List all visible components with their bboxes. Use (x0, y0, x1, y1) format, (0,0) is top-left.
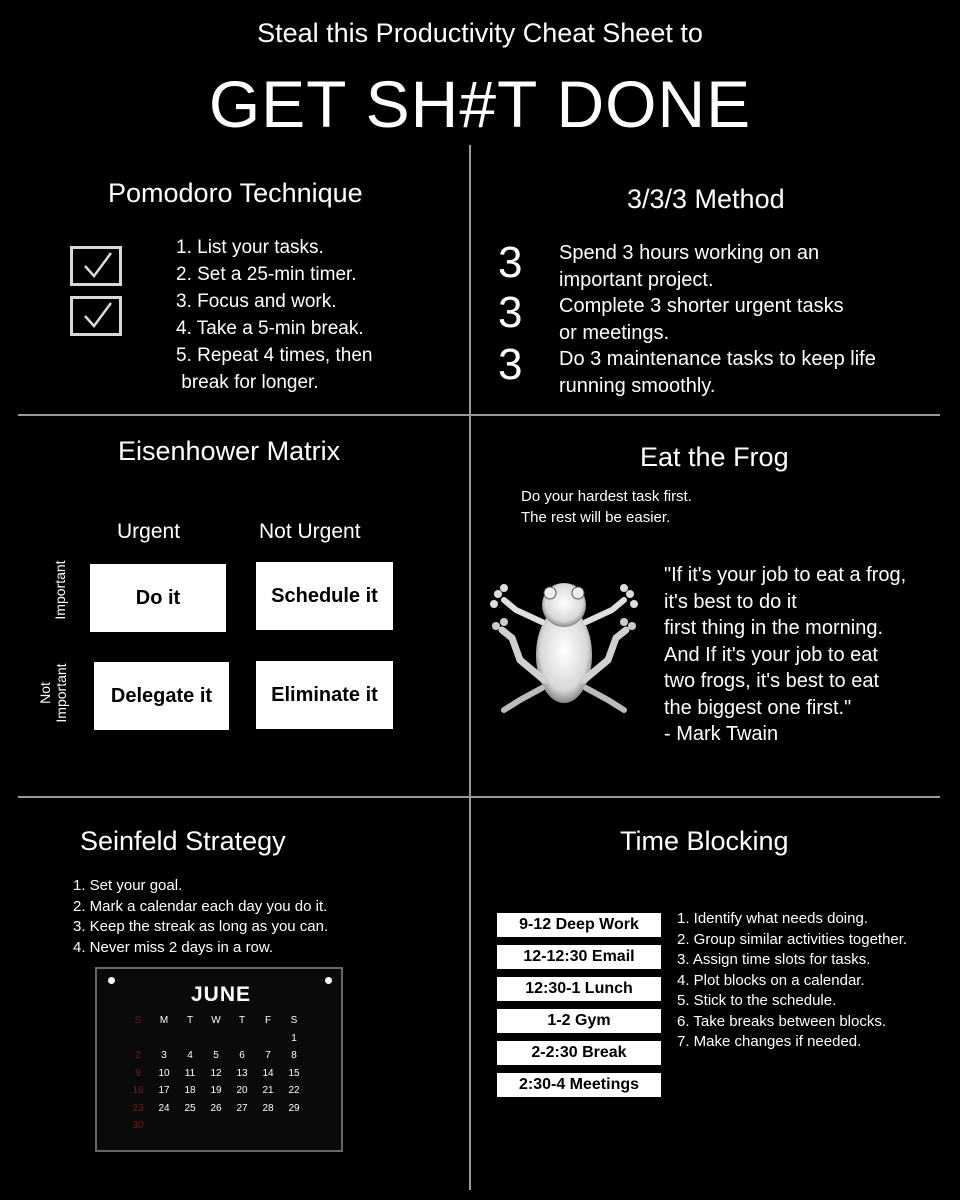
calendar-day: 17 (158, 1085, 170, 1096)
calendar-day: 7 (265, 1050, 271, 1061)
calendar-day (151, 1033, 177, 1051)
checkbox-checked-icon (70, 246, 122, 286)
calendar-day: 3 (161, 1050, 167, 1061)
row-label-not-important (37, 653, 71, 733)
list-item: 4. Take a 5-min break. (176, 318, 364, 339)
row-label-line: Important (53, 663, 69, 723)
calendar-day-header: S (134, 1015, 142, 1026)
quote-line: the biggest one first." (664, 696, 852, 719)
list-item: 5. Repeat 4 times, then (176, 345, 373, 366)
pomodoro-steps (176, 234, 372, 396)
calendar-day: 26 (210, 1102, 222, 1114)
calendar-day (151, 1120, 177, 1138)
calendar-day: 28 (262, 1102, 274, 1114)
row-label-line: Not (37, 682, 53, 704)
calendar-day: 6 (239, 1050, 245, 1061)
quote-line: "If it's your job to eat a frog, (664, 564, 907, 586)
frog-icon (484, 560, 644, 730)
horizontal-divider-top (18, 414, 940, 416)
quote-line: two frogs, it's best to eat (664, 670, 880, 692)
calendar-day-header: M (159, 1015, 169, 1026)
numeral-three: 3 (498, 340, 523, 389)
list-item: Do 3 maintenance tasks to keep life (559, 348, 876, 370)
calendar-day: 29 (288, 1102, 300, 1114)
frog-quote (664, 562, 906, 748)
calendar-day (177, 1033, 203, 1051)
row-label-important: Important (52, 560, 68, 620)
calendar-month: JUNE (190, 983, 252, 1006)
quadrant-schedule: Schedule it (256, 562, 393, 630)
calendar-day: 11 (184, 1067, 196, 1079)
time-block: 12:30-1 Lunch (497, 977, 661, 1001)
calendar-day-header: W (211, 1015, 221, 1026)
calendar-day: 8 (291, 1050, 297, 1061)
calendar-day (177, 1120, 203, 1138)
column-label-not-urgent: Not Urgent (259, 520, 361, 543)
list-item: Spend 3 hours working on an (559, 242, 820, 264)
time-block: 2:30-4 Meetings (497, 1073, 661, 1097)
calendar-day: 13 (236, 1067, 248, 1079)
calendar-day-header: F (264, 1015, 272, 1026)
calendar-day: 25 (184, 1102, 196, 1114)
quadrant-do: Do it (90, 564, 226, 632)
calendar-day: 16 (132, 1085, 144, 1096)
list-item: Complete 3 shorter urgent tasks (559, 295, 844, 317)
calendar-day: 21 (262, 1085, 274, 1096)
column-label-urgent: Urgent (117, 520, 181, 543)
calendar-day (255, 1033, 281, 1051)
calendar-day-header: T (186, 1015, 194, 1026)
numeral-three: 3 (498, 238, 523, 287)
calendar-day: 19 (210, 1085, 222, 1096)
calendar-day: 1 (291, 1032, 297, 1044)
calendar (95, 967, 343, 1152)
list-item: 1. List your tasks. (176, 237, 324, 258)
calendar-grid (125, 1015, 307, 1138)
calendar-day: 20 (236, 1085, 248, 1096)
list-item: 1. Set your goal. (73, 877, 183, 894)
numeral-three: 3 (498, 288, 523, 337)
list-item: 4. Plot blocks on a calendar. (677, 971, 865, 989)
list-item: 2. Mark a calendar each day you do it. (73, 897, 328, 915)
quadrant-eliminate: Eliminate it (256, 661, 393, 729)
calendar-day: 30 (132, 1120, 144, 1131)
horizontal-divider-bottom (18, 796, 940, 798)
list-item: 2. Group similar activities together. (677, 930, 908, 948)
time-block: 9-12 Deep Work (497, 913, 661, 937)
page-title: GET SH#T DONE (208, 67, 752, 141)
list-item: 1. Identify what needs doing. (677, 910, 868, 927)
timeblocking-title: Time Blocking (620, 826, 789, 856)
calendar-day: 10 (158, 1067, 170, 1079)
calendar-day (203, 1120, 229, 1138)
quote-author: - Mark Twain (664, 723, 779, 745)
calendar-day (229, 1033, 255, 1051)
calendar-day (255, 1120, 281, 1138)
calendar-day: 22 (288, 1085, 300, 1096)
list-item: 3. Focus and work. (176, 291, 337, 312)
calendar-day: 18 (184, 1085, 196, 1096)
eisenhower-title: Eisenhower Matrix (118, 436, 341, 466)
pomodoro-title: Pomodoro Technique (108, 178, 363, 208)
calendar-day-header: S (290, 1015, 298, 1026)
calendar-day: 4 (187, 1050, 193, 1061)
calendar-day: 24 (158, 1102, 170, 1114)
calendar-day (203, 1033, 229, 1051)
calendar-day-header: T (238, 1015, 246, 1026)
seinfeld-steps (73, 876, 328, 958)
quadrant-delegate: Delegate it (94, 662, 229, 730)
calendar-day: 15 (288, 1067, 300, 1079)
list-item: running smoothly. (559, 374, 716, 397)
calendar-day: 5 (213, 1050, 219, 1061)
list-item: 5. Stick to the schedule. (677, 992, 837, 1009)
quote-line: And If it's your job to eat (664, 643, 878, 666)
frog-title: Eat the Frog (640, 442, 789, 472)
list-item: 2. Set a 25-min timer. (176, 264, 357, 285)
calendar-day: 12 (210, 1067, 222, 1079)
calendar-day (125, 1033, 151, 1051)
list-item: 4. Never miss 2 days in a row. (73, 938, 274, 956)
quote-line: first thing in the morning. (664, 617, 883, 639)
calendar-day: 9 (135, 1067, 141, 1079)
frog-subtitle (521, 486, 692, 528)
calendar-day: 23 (132, 1102, 144, 1114)
method333-text (559, 240, 876, 399)
list-item: important project. (559, 268, 714, 291)
quote-line: it's best to do it (664, 590, 797, 613)
subtitle: Steal this Productivity Cheat Sheet to (257, 18, 703, 48)
list-item: 6. Take breaks between blocks. (677, 1012, 887, 1030)
list-item: 3. Assign time slots for tasks. (677, 951, 871, 968)
subtitle-line: The rest will be easier. (521, 509, 671, 526)
list-item: 7. Make changes if needed. (677, 1033, 862, 1050)
time-block: 2-2:30 Break (497, 1041, 661, 1065)
timeblocking-steps (677, 909, 907, 1053)
calendar-day: 27 (236, 1102, 248, 1114)
calendar-day: 2 (135, 1050, 141, 1061)
subtitle-line: Do your hardest task first. (521, 488, 692, 505)
calendar-day (229, 1120, 255, 1138)
seinfeld-title: Seinfeld Strategy (80, 826, 286, 856)
vertical-divider (469, 145, 471, 1190)
checkbox-checked-icon (70, 296, 122, 336)
time-block: 1-2 Gym (497, 1009, 661, 1033)
time-block: 12-12:30 Email (497, 945, 661, 969)
calendar-day (281, 1120, 307, 1138)
calendar-day: 14 (262, 1067, 274, 1079)
list-item: or meetings. (559, 321, 670, 344)
method333-title: 3/3/3 Method (627, 184, 785, 214)
list-item: 3. Keep the streak as long as you can. (73, 918, 329, 935)
list-item: break for longer. (176, 372, 319, 393)
